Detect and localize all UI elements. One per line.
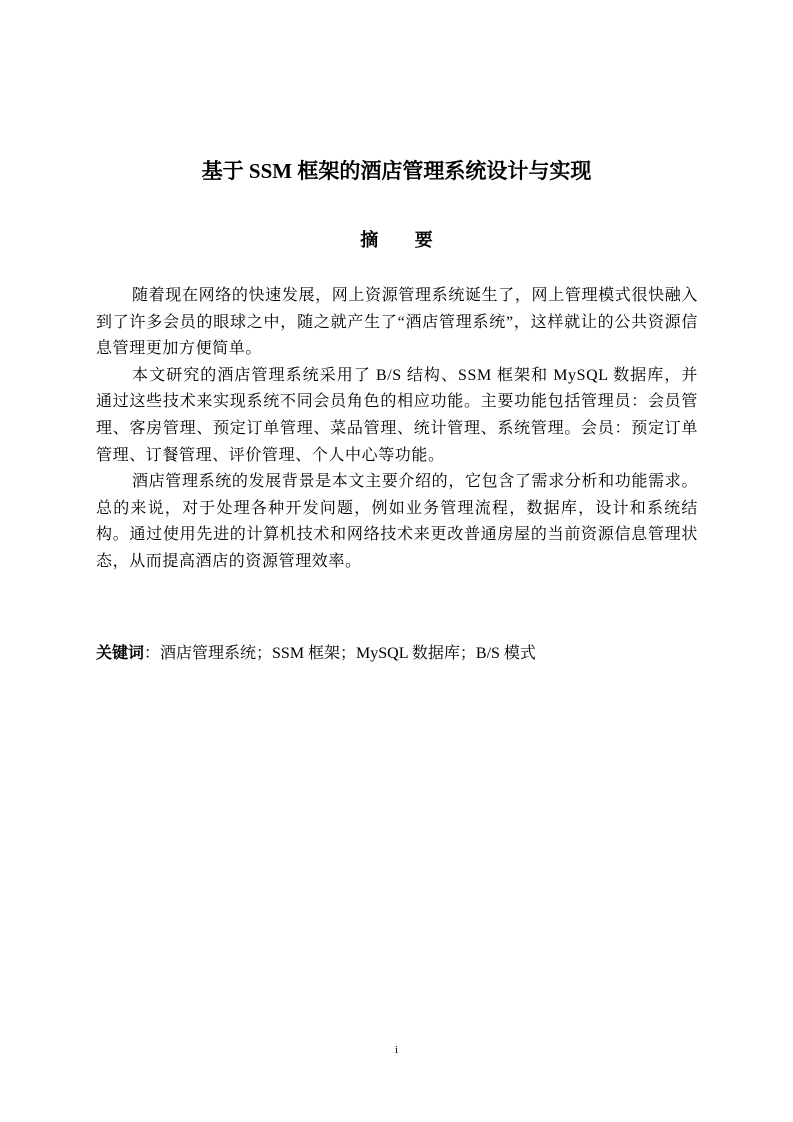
abstract-paragraph-1: 随着现在网络的快速发展，网上资源管理系统诞生了，网上管理模式很快融入到了许多会员的眼球之中，随之就产生了“酒店管理系统”，这样就让的公共资源信息管理更加方便简单。 <box>96 287 698 358</box>
abstract-body <box>96 283 698 576</box>
keywords-text: 酒店管理系统；SSM 框架；MySQL 数据库；B/S 模式 <box>160 645 536 662</box>
page-number: i <box>394 1044 399 1056</box>
keywords-line <box>96 640 698 667</box>
abstract-paragraph-2: 本文研究的酒店管理系统采用了 B/S 结构、SSM 框架和 MySQL 数据库，并通过这些技术来实现系统不同会员角色的相应功能。主要功能包括管理员：会员管理、客房管理、预定订单管理、菜品管理、统计管理、系统管理。会员：预定订单管理、订餐管理、评价管理、个人中心等功能。 <box>96 366 698 464</box>
abstract-heading: 摘 要 <box>360 230 449 250</box>
paper-title: 基于 SSM 框架的酒店管理系统设计与实现 <box>201 159 592 183</box>
keywords-separator: ： <box>144 645 161 662</box>
keywords-label: 关键词 <box>96 643 145 662</box>
abstract-paragraph-3: 酒店管理系统的发展背景是本文主要介绍的，它包含了需求分析和功能需求。总的来说，对于处理各种开发问题，例如业务管理流程，数据库，设计和系统结构。通过使用先进的计算机技术和网络技术来更改普通房屋的当前资源信息管理状态，从而提高酒店的资源管理效率。 <box>96 473 698 570</box>
